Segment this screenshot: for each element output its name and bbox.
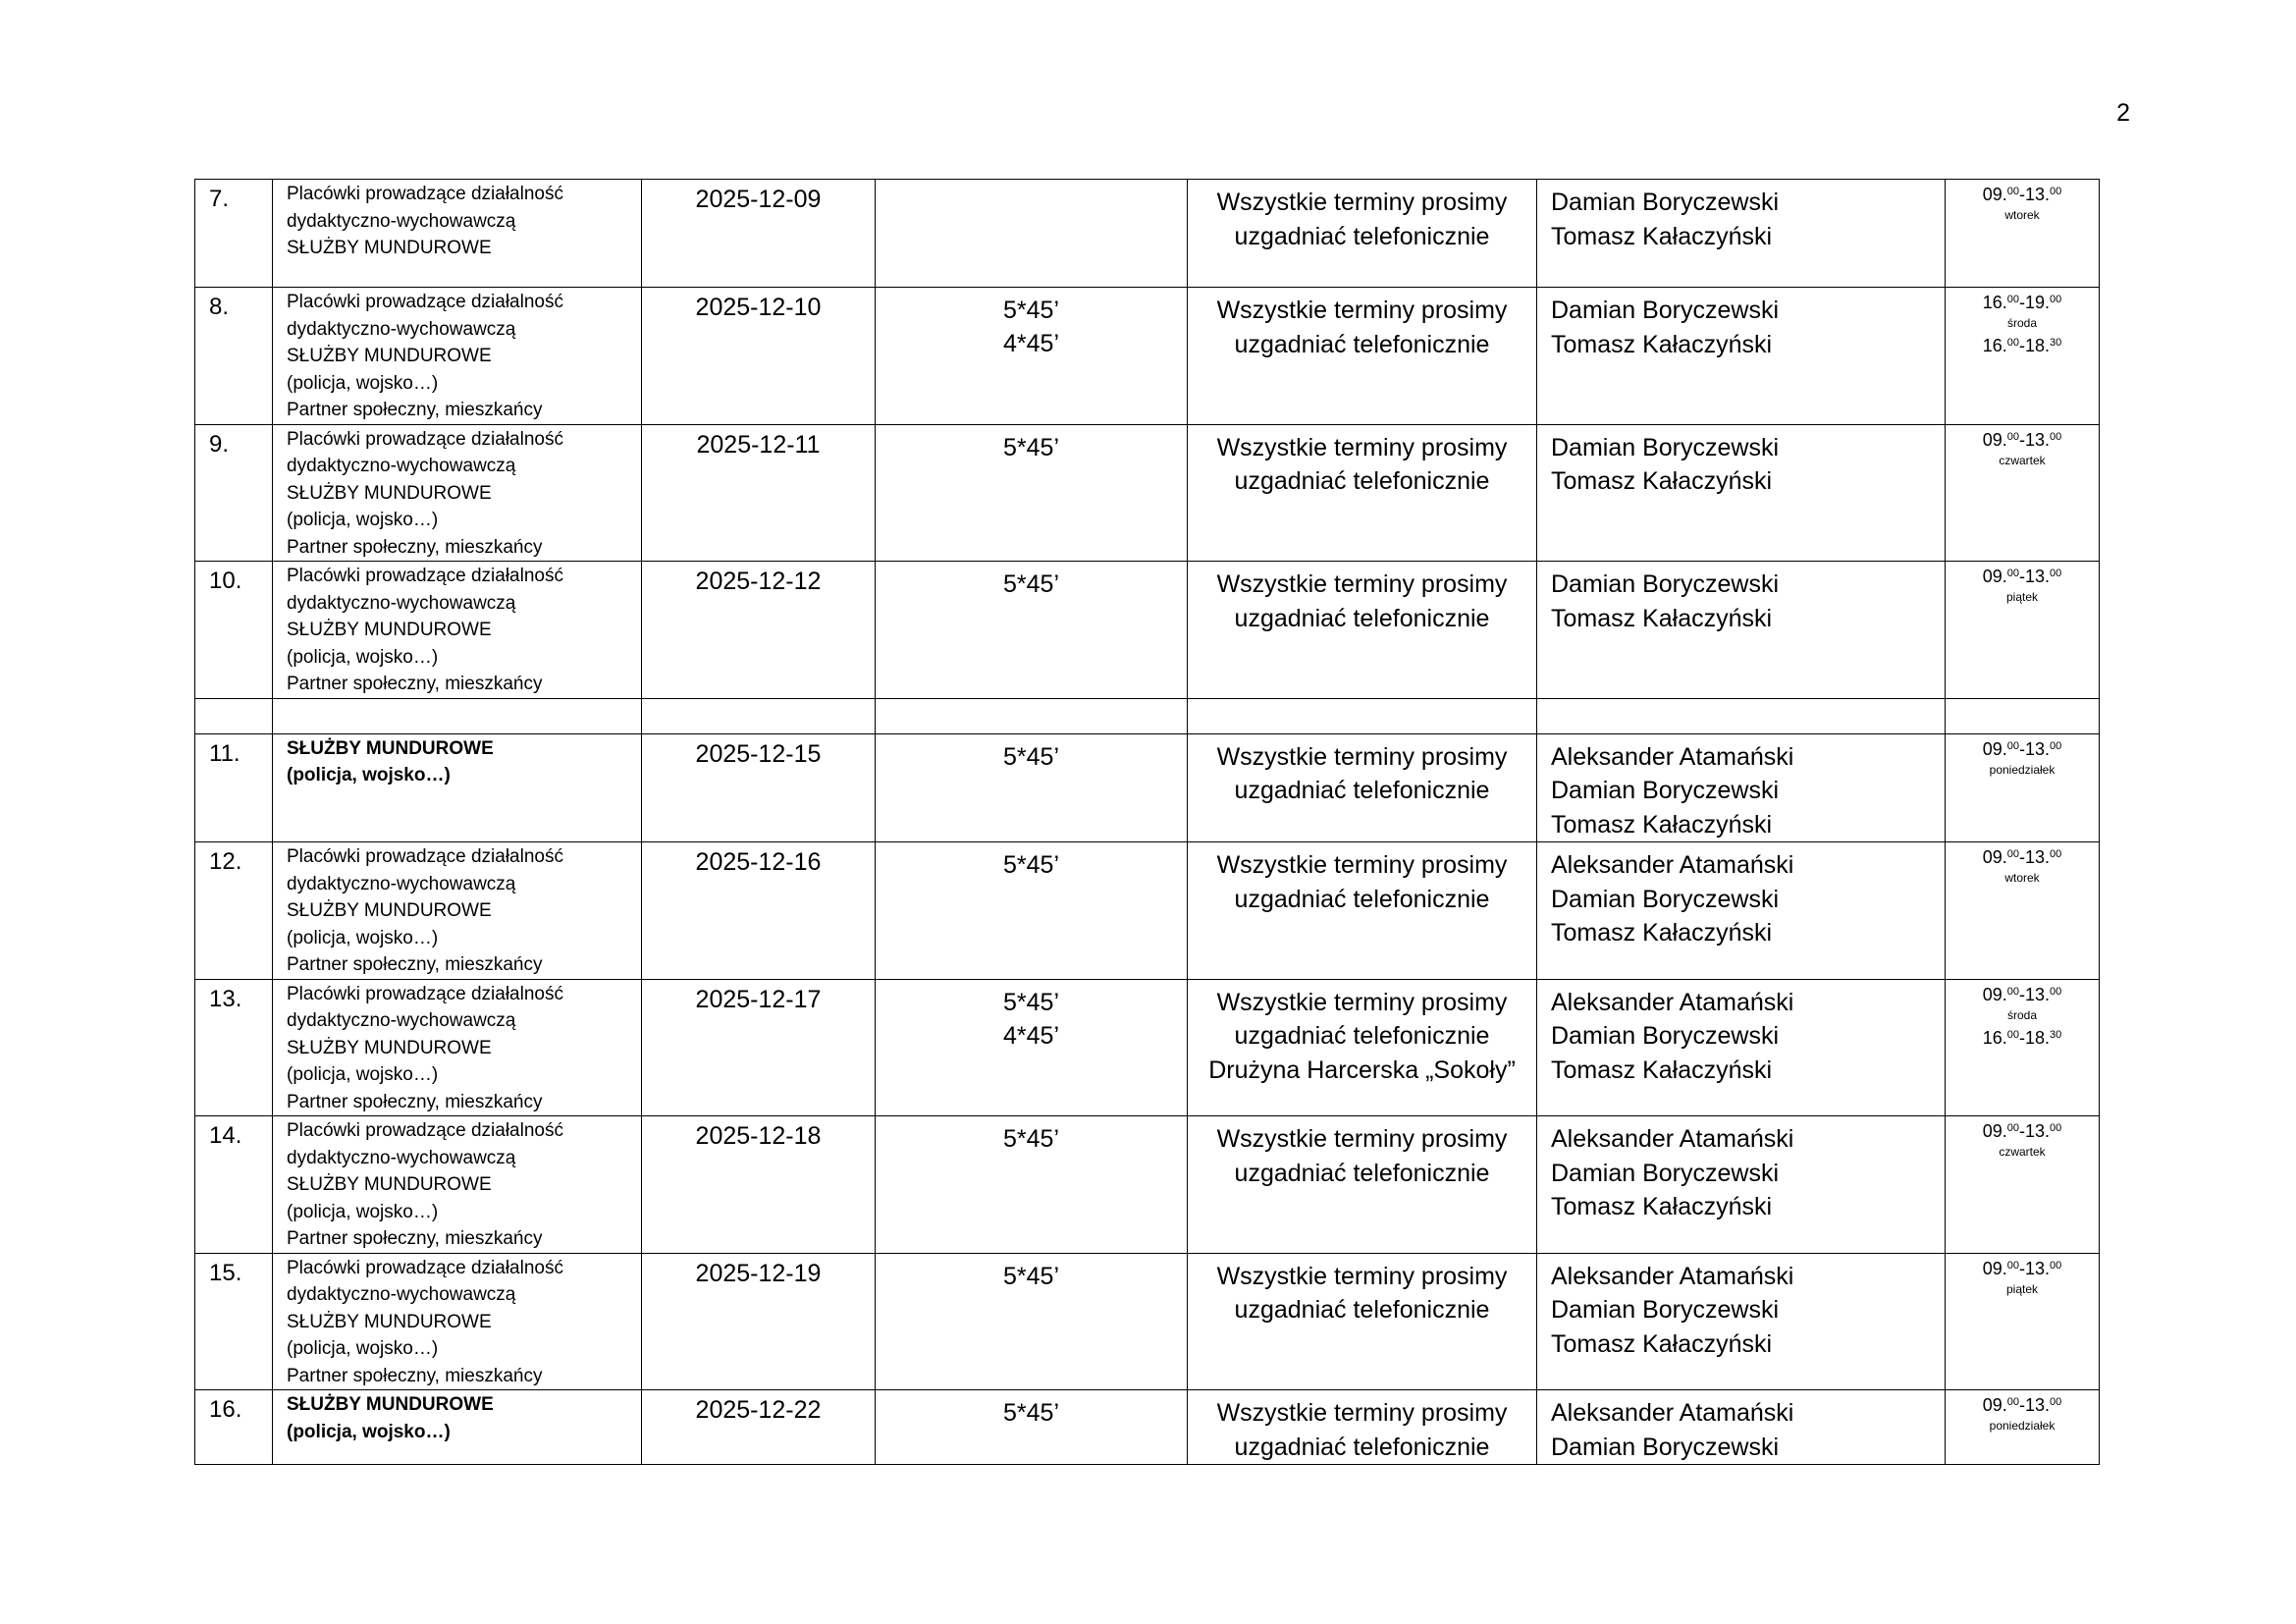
time-start-m: 00 bbox=[2006, 186, 2019, 197]
time-end-m: 00 bbox=[2050, 1396, 2062, 1408]
empty-cell bbox=[1946, 698, 2100, 733]
note-line: Wszystkie terminy prosimy bbox=[1216, 1262, 1508, 1290]
hours-cell bbox=[876, 180, 1188, 288]
date-cell: 2025-12-17 bbox=[642, 979, 876, 1116]
organization-line: Placówki prowadzące działalność bbox=[287, 1120, 563, 1141]
time-end-h: -13. bbox=[2019, 429, 2051, 450]
staff-name: Tomasz Kałaczyński bbox=[1551, 330, 1773, 358]
weekday-label: poniedziałek bbox=[1989, 1419, 2056, 1433]
organization-line: (policja, wojsko…) bbox=[287, 646, 439, 668]
schedule-table bbox=[194, 179, 2100, 1465]
staff-cell bbox=[1537, 180, 1946, 288]
staff-name: Tomasz Kałaczyński bbox=[1551, 1056, 1773, 1084]
time-start-h: 16. bbox=[1982, 336, 2007, 355]
weekday-label: czwartek bbox=[1999, 453, 2046, 467]
table-row bbox=[195, 1253, 2100, 1390]
time-start-h: 09. bbox=[1982, 1395, 2007, 1415]
weekday-label: piątek bbox=[2005, 1281, 2039, 1296]
time-cell bbox=[1946, 288, 2100, 425]
date-cell: 2025-12-16 bbox=[642, 842, 876, 980]
organization-cell bbox=[273, 842, 642, 980]
organization-line: (policja, wojsko…) bbox=[287, 1421, 451, 1442]
time-end-m: 00 bbox=[2050, 1259, 2062, 1272]
organization-line: Partner społeczny, mieszkańcy bbox=[287, 1228, 543, 1249]
time-start-m: 00 bbox=[2006, 985, 2019, 998]
organization-line: (policja, wojsko…) bbox=[287, 1338, 439, 1359]
staff-cell bbox=[1537, 562, 1946, 699]
organization-line: Placówki prowadzące działalność bbox=[287, 566, 563, 586]
time-start-h: 09. bbox=[1982, 847, 2007, 867]
organization-cell bbox=[273, 1390, 642, 1465]
hours-line: 5*45’ bbox=[1003, 1125, 1059, 1153]
organization-cell bbox=[273, 180, 642, 288]
organization-line: dydaktyczno-wychowawczą bbox=[287, 210, 516, 232]
spacer-row bbox=[195, 698, 2100, 733]
organization-line: Partner społeczny, mieszkańcy bbox=[287, 1365, 543, 1386]
note-line: uzgadniać telefonicznie bbox=[1234, 1022, 1490, 1050]
time-end-m: 00 bbox=[2050, 1122, 2062, 1134]
organization-line: Placówki prowadzące działalność bbox=[287, 1257, 563, 1278]
staff-name: Damian Boryczewski bbox=[1551, 570, 1780, 598]
time-cell bbox=[1946, 979, 2100, 1116]
note-line: Drużyna Harcerska „Sokoły” bbox=[1208, 1056, 1516, 1084]
staff-cell bbox=[1537, 1390, 1946, 1465]
date-cell: 2025-12-18 bbox=[642, 1116, 876, 1254]
note-line: Wszystkie terminy prosimy bbox=[1216, 433, 1508, 461]
time-cell bbox=[1946, 424, 2100, 562]
time-range bbox=[1946, 984, 2099, 1005]
hours-cell bbox=[876, 1253, 1188, 1390]
time-cell bbox=[1946, 842, 2100, 980]
time-start-h: 16. bbox=[1982, 1027, 2007, 1048]
hours-line: 5*45’ bbox=[1003, 1262, 1059, 1290]
staff-name: Damian Boryczewski bbox=[1551, 433, 1780, 461]
time-end-h: -13. bbox=[2019, 738, 2051, 759]
organization-cell bbox=[273, 979, 642, 1116]
row-number: 10. bbox=[195, 562, 273, 699]
table-row bbox=[195, 562, 2100, 699]
time-range bbox=[1946, 292, 2099, 313]
hours-line: 5*45’ bbox=[1003, 297, 1059, 324]
table-row bbox=[195, 1116, 2100, 1254]
hours-cell bbox=[876, 562, 1188, 699]
time-range-second bbox=[1946, 1027, 2099, 1049]
time-range bbox=[1946, 566, 2099, 587]
time-start-h: 09. bbox=[1982, 185, 2007, 204]
table-row bbox=[195, 424, 2100, 562]
row-number: 9. bbox=[195, 424, 273, 562]
time-range bbox=[1946, 1120, 2099, 1142]
time-cell bbox=[1946, 1390, 2100, 1465]
hours-line: 5*45’ bbox=[1003, 742, 1059, 771]
staff-name: Damian Boryczewski bbox=[1551, 1433, 1780, 1461]
time-end-h: -13. bbox=[2019, 1121, 2051, 1141]
time-cell bbox=[1946, 180, 2100, 288]
time-start-m: 00 bbox=[2006, 739, 2019, 752]
staff-cell bbox=[1537, 979, 1946, 1116]
note-line: uzgadniać telefonicznie bbox=[1234, 467, 1490, 495]
time-end-h: -13. bbox=[2019, 984, 2051, 1004]
time-start-m: 00 bbox=[2006, 1396, 2019, 1408]
weekday-label: środa bbox=[2006, 1007, 2038, 1022]
weekday-label: piątek bbox=[2005, 590, 2039, 604]
organization-line: (policja, wojsko…) bbox=[287, 1201, 439, 1222]
organization-line: (policja, wojsko…) bbox=[287, 372, 439, 394]
time-end-m: 30 bbox=[2050, 1028, 2062, 1041]
empty-cell bbox=[273, 698, 642, 733]
schedule-body bbox=[195, 180, 2100, 1465]
organization-line: Partner społeczny, mieszkańcy bbox=[287, 536, 543, 558]
hours-line: 5*45’ bbox=[1003, 433, 1059, 461]
note-line: Wszystkie terminy prosimy bbox=[1216, 189, 1508, 216]
staff-cell bbox=[1537, 288, 1946, 425]
staff-name: Aleksander Atamański bbox=[1551, 851, 1794, 879]
weekday-label: wtorek bbox=[2004, 208, 2040, 222]
note-cell bbox=[1188, 1253, 1537, 1390]
staff-cell bbox=[1537, 1116, 1946, 1254]
organization-line: dydaktyczno-wychowawczą bbox=[287, 318, 516, 340]
time-start-h: 16. bbox=[1982, 293, 2007, 312]
organization-line: dydaktyczno-wychowawczą bbox=[287, 873, 516, 894]
time-range-second bbox=[1946, 335, 2099, 356]
hours-cell bbox=[876, 288, 1188, 425]
hours-line: 5*45’ bbox=[1003, 1399, 1059, 1427]
organization-line: SŁUŻBY MUNDUROWE bbox=[287, 1037, 492, 1058]
time-start-h: 09. bbox=[1982, 1258, 2007, 1278]
time-start-m: 00 bbox=[2006, 1028, 2019, 1041]
staff-name: Aleksander Atamański bbox=[1551, 742, 1794, 771]
organization-line: (policja, wojsko…) bbox=[287, 927, 439, 948]
organization-line: Partner społeczny, mieszkańcy bbox=[287, 400, 543, 420]
note-line: Wszystkie terminy prosimy bbox=[1216, 1399, 1508, 1427]
date-cell: 2025-12-09 bbox=[642, 180, 876, 288]
note-line: Wszystkie terminy prosimy bbox=[1216, 570, 1508, 598]
organization-cell bbox=[273, 424, 642, 562]
time-end-h: -13. bbox=[2019, 1258, 2051, 1278]
note-cell bbox=[1188, 842, 1537, 980]
staff-name: Damian Boryczewski bbox=[1551, 1296, 1780, 1324]
row-number: 16. bbox=[195, 1390, 273, 1465]
note-cell bbox=[1188, 1390, 1537, 1465]
note-line: Wszystkie terminy prosimy bbox=[1216, 988, 1508, 1016]
note-cell bbox=[1188, 979, 1537, 1116]
organization-line: SŁUŻBY MUNDUROWE bbox=[287, 346, 492, 366]
row-number: 11. bbox=[195, 733, 273, 842]
hours-cell bbox=[876, 1116, 1188, 1254]
staff-cell bbox=[1537, 424, 1946, 562]
time-end-m: 00 bbox=[2050, 739, 2062, 752]
note-line: uzgadniać telefonicznie bbox=[1234, 885, 1490, 913]
empty-cell bbox=[1537, 698, 1946, 733]
time-start-m: 00 bbox=[2006, 848, 2019, 860]
page-number: 2 bbox=[2116, 99, 2130, 127]
time-end-m: 30 bbox=[2050, 337, 2062, 349]
time-end-h: -18. bbox=[2019, 1027, 2051, 1048]
time-end-h: -18. bbox=[2019, 336, 2051, 355]
row-number: 7. bbox=[195, 180, 273, 288]
hours-line: 5*45’ bbox=[1003, 988, 1059, 1016]
note-cell bbox=[1188, 562, 1537, 699]
organization-line: Placówki prowadzące działalność bbox=[287, 184, 563, 204]
table-row bbox=[195, 979, 2100, 1116]
empty-cell bbox=[876, 698, 1188, 733]
time-end-h: -13. bbox=[2019, 185, 2051, 204]
staff-name: Aleksander Atamański bbox=[1551, 1399, 1794, 1427]
row-number: 15. bbox=[195, 1253, 273, 1390]
hours-cell bbox=[876, 733, 1188, 842]
organization-cell bbox=[273, 288, 642, 425]
staff-cell bbox=[1537, 842, 1946, 980]
staff-name: Tomasz Kałaczyński bbox=[1551, 1329, 1773, 1358]
staff-name: Damian Boryczewski bbox=[1551, 189, 1780, 216]
time-range bbox=[1946, 184, 2099, 205]
weekday-label: czwartek bbox=[1999, 1145, 2046, 1159]
hours-line: 5*45’ bbox=[1003, 570, 1059, 598]
time-end-m: 00 bbox=[2050, 985, 2062, 998]
organization-cell bbox=[273, 733, 642, 842]
organization-line: Partner społeczny, mieszkańcy bbox=[287, 1091, 543, 1112]
row-number: 8. bbox=[195, 288, 273, 425]
table-row bbox=[195, 1390, 2100, 1465]
time-start-h: 09. bbox=[1982, 738, 2007, 759]
hours-cell bbox=[876, 842, 1188, 980]
weekday-label: środa bbox=[2006, 316, 2038, 330]
note-cell bbox=[1188, 1116, 1537, 1254]
time-start-m: 00 bbox=[2006, 1122, 2019, 1134]
note-line: uzgadniać telefonicznie bbox=[1234, 777, 1490, 804]
time-range bbox=[1946, 1394, 2099, 1416]
organization-line: Placówki prowadzące działalność bbox=[287, 846, 563, 867]
organization-line: dydaktyczno-wychowawczą bbox=[287, 1147, 516, 1168]
staff-cell bbox=[1537, 1253, 1946, 1390]
organization-cell bbox=[273, 562, 642, 699]
date-cell: 2025-12-12 bbox=[642, 562, 876, 699]
staff-name: Tomasz Kałaczyński bbox=[1551, 467, 1773, 495]
note-line: Wszystkie terminy prosimy bbox=[1216, 851, 1508, 879]
organization-line: SŁUŻBY MUNDUROWE bbox=[287, 1394, 494, 1415]
organization-line: dydaktyczno-wychowawczą bbox=[287, 592, 516, 614]
organization-line: SŁUŻBY MUNDUROWE bbox=[287, 620, 492, 640]
staff-name: Damian Boryczewski bbox=[1551, 885, 1780, 913]
organization-line: SŁUŻBY MUNDUROWE bbox=[287, 737, 494, 759]
empty-cell bbox=[1188, 698, 1537, 733]
staff-name: Tomasz Kałaczyński bbox=[1551, 919, 1773, 947]
note-cell bbox=[1188, 180, 1537, 288]
staff-cell bbox=[1537, 733, 1946, 842]
table-row bbox=[195, 288, 2100, 425]
organization-line: SŁUŻBY MUNDUROWE bbox=[287, 1311, 492, 1332]
organization-line: dydaktyczno-wychowawczą bbox=[287, 456, 516, 476]
staff-name: Damian Boryczewski bbox=[1551, 1022, 1780, 1050]
date-cell: 2025-12-11 bbox=[642, 424, 876, 562]
date-cell: 2025-12-15 bbox=[642, 733, 876, 842]
time-start-h: 09. bbox=[1982, 1121, 2007, 1141]
time-range bbox=[1946, 846, 2099, 868]
time-cell bbox=[1946, 562, 2100, 699]
note-line: Wszystkie terminy prosimy bbox=[1216, 742, 1508, 771]
hours-cell bbox=[876, 1390, 1188, 1465]
note-line: uzgadniać telefonicznie bbox=[1234, 1296, 1490, 1324]
time-start-m: 00 bbox=[2006, 337, 2019, 349]
time-range bbox=[1946, 1258, 2099, 1279]
time-start-m: 00 bbox=[2006, 430, 2019, 443]
hours-cell bbox=[876, 979, 1188, 1116]
date-cell: 2025-12-22 bbox=[642, 1390, 876, 1465]
time-end-m: 00 bbox=[2050, 186, 2062, 197]
date-cell: 2025-12-19 bbox=[642, 1253, 876, 1390]
time-end-h: -19. bbox=[2019, 293, 2051, 312]
organization-line: SŁUŻBY MUNDUROWE bbox=[287, 482, 492, 504]
staff-name: Aleksander Atamański bbox=[1551, 1125, 1794, 1153]
note-line: Wszystkie terminy prosimy bbox=[1216, 1125, 1508, 1153]
organization-line: SŁUŻBY MUNDUROWE bbox=[287, 1174, 492, 1195]
note-line: uzgadniać telefonicznie bbox=[1234, 1159, 1490, 1187]
row-number: 14. bbox=[195, 1116, 273, 1254]
staff-name: Aleksander Atamański bbox=[1551, 988, 1794, 1016]
time-start-h: 09. bbox=[1982, 984, 2007, 1004]
organization-line: dydaktyczno-wychowawczą bbox=[287, 1010, 516, 1031]
note-line: uzgadniać telefonicznie bbox=[1234, 330, 1490, 358]
date-cell: 2025-12-10 bbox=[642, 288, 876, 425]
organization-line: Placówki prowadzące działalność bbox=[287, 428, 563, 450]
time-end-h: -13. bbox=[2019, 847, 2051, 867]
staff-name: Damian Boryczewski bbox=[1551, 297, 1780, 324]
organization-line: (policja, wojsko…) bbox=[287, 765, 451, 785]
organization-line: Partner społeczny, mieszkańcy bbox=[287, 674, 543, 694]
note-cell bbox=[1188, 733, 1537, 842]
time-end-m: 00 bbox=[2050, 848, 2062, 860]
weekday-label: wtorek bbox=[2004, 871, 2040, 885]
row-number: 12. bbox=[195, 842, 273, 980]
time-start-h: 09. bbox=[1982, 429, 2007, 450]
organization-line: Placówki prowadzące działalność bbox=[287, 292, 563, 312]
time-start-m: 00 bbox=[2006, 568, 2019, 579]
staff-name: Tomasz Kałaczyński bbox=[1551, 222, 1773, 250]
empty-cell bbox=[642, 698, 876, 733]
weekday-label: poniedziałek bbox=[1989, 762, 2056, 777]
staff-name: Tomasz Kałaczyński bbox=[1551, 604, 1773, 632]
time-cell bbox=[1946, 733, 2100, 842]
time-range bbox=[1946, 738, 2099, 760]
time-end-m: 00 bbox=[2050, 568, 2062, 579]
table-row bbox=[195, 180, 2100, 288]
organization-cell bbox=[273, 1253, 642, 1390]
organization-line: Partner społeczny, mieszkańcy bbox=[287, 954, 543, 975]
staff-name: Damian Boryczewski bbox=[1551, 777, 1780, 804]
hours-line: 4*45’ bbox=[1003, 330, 1059, 357]
time-start-m: 00 bbox=[2006, 294, 2019, 305]
organization-line: Placówki prowadzące działalność bbox=[287, 983, 563, 1004]
hours-line: 5*45’ bbox=[1003, 851, 1059, 879]
organization-line: dydaktyczno-wychowawczą bbox=[287, 1284, 516, 1305]
note-line: uzgadniać telefonicznie bbox=[1234, 1433, 1490, 1461]
time-start-m: 00 bbox=[2006, 1259, 2019, 1272]
organization-line: SŁUŻBY MUNDUROWE bbox=[287, 238, 492, 258]
time-end-h: -13. bbox=[2019, 1395, 2051, 1415]
staff-name: Aleksander Atamański bbox=[1551, 1262, 1794, 1290]
hours-cell bbox=[876, 424, 1188, 562]
organization-line: (policja, wojsko…) bbox=[287, 510, 439, 530]
time-cell bbox=[1946, 1253, 2100, 1390]
time-cell bbox=[1946, 1116, 2100, 1254]
note-line: Wszystkie terminy prosimy bbox=[1216, 297, 1508, 324]
time-end-m: 00 bbox=[2050, 430, 2062, 443]
empty-cell bbox=[195, 698, 273, 733]
organization-line: (policja, wojsko…) bbox=[287, 1064, 439, 1085]
staff-name: Tomasz Kałaczyński bbox=[1551, 810, 1773, 839]
time-end-m: 00 bbox=[2050, 294, 2062, 305]
organization-line: SŁUŻBY MUNDUROWE bbox=[287, 900, 492, 921]
row-number: 13. bbox=[195, 979, 273, 1116]
staff-name: Tomasz Kałaczyński bbox=[1551, 1193, 1773, 1220]
table-row bbox=[195, 842, 2100, 980]
time-end-h: -13. bbox=[2019, 567, 2051, 586]
time-start-h: 09. bbox=[1982, 567, 2007, 586]
note-cell bbox=[1188, 288, 1537, 425]
staff-name: Damian Boryczewski bbox=[1551, 1159, 1780, 1187]
table-row bbox=[195, 733, 2100, 842]
time-range bbox=[1946, 429, 2099, 451]
note-line: uzgadniać telefonicznie bbox=[1234, 604, 1490, 632]
hours-line: 4*45’ bbox=[1003, 1021, 1059, 1050]
note-line: uzgadniać telefonicznie bbox=[1234, 222, 1490, 250]
organization-cell bbox=[273, 1116, 642, 1254]
note-cell bbox=[1188, 424, 1537, 562]
